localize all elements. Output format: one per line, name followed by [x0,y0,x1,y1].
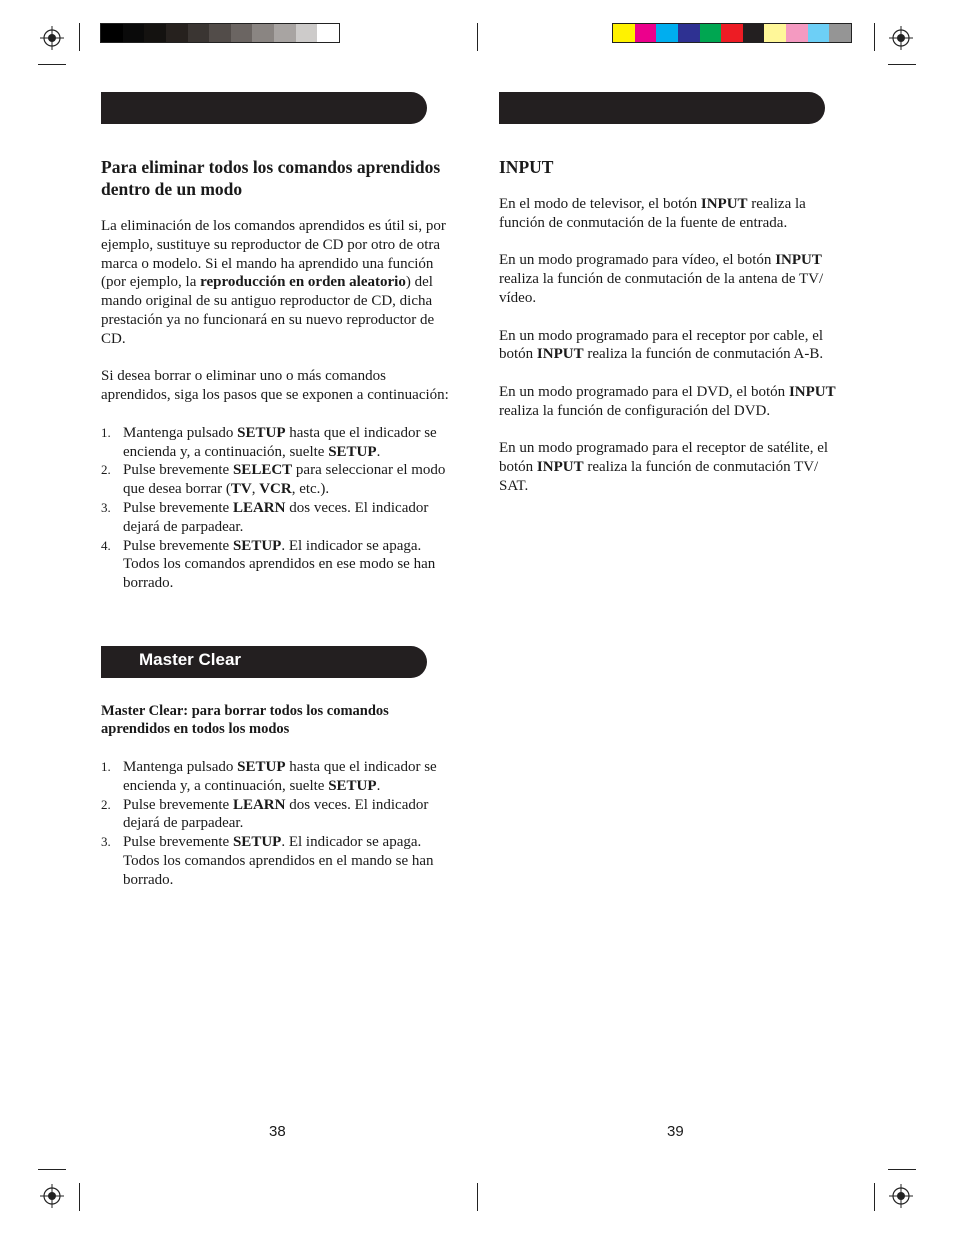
registration-mark-icon [889,26,913,50]
step-number: 1. [101,759,111,774]
step-item: 2. Pulse brevemente SELECT para seleccionar el modo que desea borrar (TV, VCR, etc.). [101,462,446,498]
section-title: Para eliminar todos los comandos aprendidos dentro de un modo [101,157,441,199]
crop-mark [874,23,875,51]
color-swatch [808,24,830,42]
color-swatch [231,24,253,42]
master-steps-list [101,758,457,890]
registration-mark-icon [40,26,64,50]
step-item: 3. Pulse brevemente SETUP. El indicador se apaga. Todos los comandos aprendidos en el mando se han borrado. [101,834,434,888]
color-swatch [829,24,851,42]
step-item: 1. Mantenga pulsado SETUP hasta que el indicador se encienda y, a continuación, suelte SETUP. [101,759,437,794]
color-swatch [700,24,722,42]
color-swatch [786,24,808,42]
crop-mark [79,23,80,51]
step-item: 4. Pulse brevemente SETUP. El indicador se apaga. Todos los comandos aprendidos en ese modo se han borrado. [101,537,436,592]
registration-mark-icon [889,1184,913,1208]
step-number: 4. [101,537,111,553]
crop-mark [888,64,916,65]
color-swatch [613,24,635,42]
step-item: 2. Pulse brevemente LEARN dos veces. El indicador dejará de parpadear. [101,796,429,832]
input-paragraph: En un modo programado para el receptor de satélite, el botón INPUT realiza la función de conmutación TV/ SAT. [499,440,829,494]
color-swatch [743,24,765,42]
color-swatch-strip [612,23,852,43]
color-swatch [317,24,339,42]
crop-mark [477,23,478,51]
crop-mark [79,1183,80,1211]
color-swatch [721,24,743,42]
crop-mark [477,1183,478,1211]
right-column [499,156,844,496]
color-swatch [166,24,188,42]
master-clear-title: Master Clear: para borrar todos los comandos aprendidos en todos los modos [101,703,389,737]
color-swatch [764,24,786,42]
color-swatch [144,24,166,42]
input-paragraph: En un modo programado para el DVD, el botón INPUT realiza la función de configuración del DVD. [499,383,836,419]
right-header-bar [499,92,825,124]
step-number: 3. [101,834,111,850]
registration-mark-icon [40,1184,64,1208]
master-clear-section [101,702,457,890]
page-number-left: 38 [269,1123,286,1140]
step-number: 2. [101,796,111,812]
color-swatch [656,24,678,42]
color-swatch [209,24,231,42]
color-swatch [296,24,318,42]
step-number: 2. [101,462,111,478]
input-paragraph: En el modo de televisor, el botón INPUT realiza la función de conmutación de la fuente de entrada. [499,196,806,231]
step-item: 1. Mantenga pulsado SETUP hasta que el indicador se encienda y, a continuación, suelte SETUP. [101,424,437,460]
left-column [101,156,457,593]
steps-list [101,424,457,593]
color-swatch [252,24,274,42]
input-title: INPUT [499,157,554,177]
step-item: 3. Pulse brevemente LEARN dos veces. El indicador dejará de parpadear. [101,499,429,535]
left-header-bar [101,92,427,124]
input-paragraph: En un modo programado para vídeo, el botón INPUT realiza la función de conmutación de la antena de TV/ vídeo. [499,252,824,306]
color-swatch [101,24,123,42]
color-swatch [678,24,700,42]
intro-paragraph: La eliminación de los comandos aprendidos es útil si, por ejemplo, sustituye su reproductor de CD por otro de otra marca o modelo. Si el mando ha aprendido una función (por ejemplo, la reproducción en orden aleatorio) del mando original de su antiguo reproductor de CD, dicha prestación ya no funcionará en su nuevo reproductor de CD. [101,218,446,347]
grayscale-swatch-strip [100,23,340,43]
instructions-paragraph: Si desea borrar o eliminar uno o más comandos aprendidos, siga los pasos que se exponen a continuación: [101,368,449,404]
master-clear-bar [101,646,427,678]
color-swatch [123,24,145,42]
crop-mark [874,1183,875,1211]
crop-mark [38,1169,66,1170]
color-swatch [188,24,210,42]
page-number-right: 39 [667,1123,684,1140]
step-number: 1. [101,424,111,440]
color-swatch [635,24,657,42]
master-clear-label: Master Clear [139,650,242,669]
crop-mark [888,1169,916,1170]
input-paragraph: En un modo programado para el receptor por cable, el botón INPUT realiza la función de conmutación A-B. [499,327,824,363]
input-paragraphs [499,195,844,496]
step-number: 3. [101,499,111,515]
crop-mark [38,64,66,65]
color-swatch [274,24,296,42]
